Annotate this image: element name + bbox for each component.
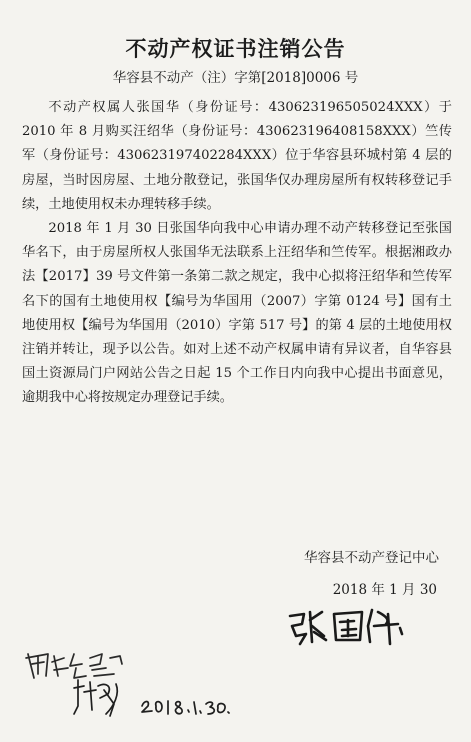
- issuer-name: 华容县不动产登记中心: [304, 550, 439, 566]
- paragraph-1: 不动产权属人张国华（身份证号：430623196505024XXX）于 2010 年 8 月购买汪绍华（身份证号：430623196408158XXX）竺传军（身份证号：430623197402284XXX）位于华容县环城村第 4 层的房屋，当时因房屋、土地分散登记，张国华仅办理房屋所有权转移登记手续，土地使用权未办理转移手续。: [22, 100, 452, 212]
- notice-title: 不动产权证书注销公告: [125, 37, 346, 61]
- notice-body: [22, 96, 452, 411]
- issue-date: 2018 年 1 月 30: [332, 582, 437, 598]
- paragraph-2: 2018 年 1 月 30 日张国华向我中心申请办理不动产转移登记至张国华名下，由于房屋所权人张国华无法联系上汪绍华和竺传军。根据湘政办法【2017】39 号文件第一条第二款之规定，我中心拟将汪绍华和竺传军名下的国有土地使用权【编号为华国用（2007）字第 0124 号】国有土地使用权【编号为华国用（2010）字第 517 号】的第 4 层的土地使用权注销并转让，现予以公告。如对上述不动产权属申请有异议者，自华容县国土资源局门户网站公告之日起 15 个工作日内向我中心提出书面意见，逾期我中心将按规定办理登记手续。: [22, 221, 452, 406]
- document-number: 华容县不动产（注）字第[2018]0006 号: [112, 70, 359, 86]
- handwritten-signature-owner: [286, 606, 406, 646]
- handwritten-signature-date: [70, 676, 230, 722]
